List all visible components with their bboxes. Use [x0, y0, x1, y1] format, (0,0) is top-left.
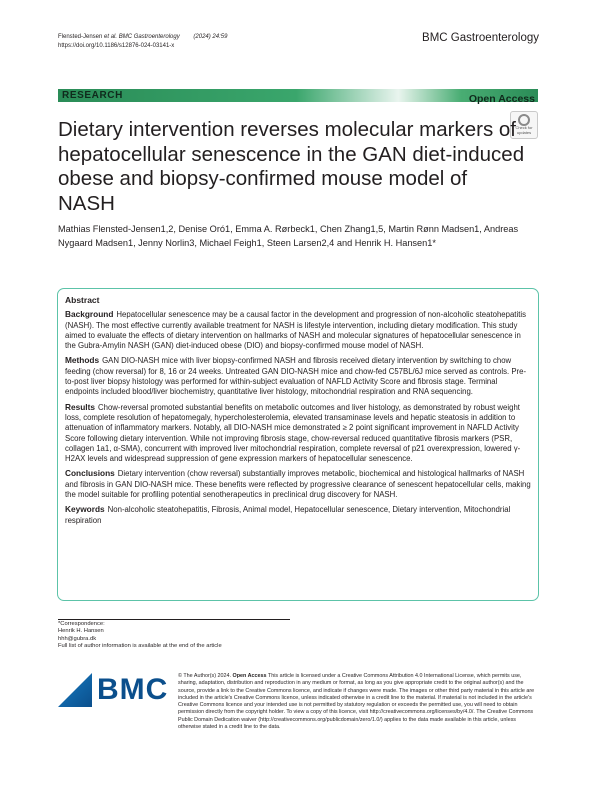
abstract-keywords — [65, 504, 531, 526]
open-access-notice: Open Access — [232, 673, 267, 679]
citation-authors: Flensted-Jensen — [58, 34, 103, 40]
bar-right — [398, 89, 538, 105]
article-title: Dietary intervention reverses molecular markers of hepatocellular senescence in the GAN diet-induced obese and biopsy-confirmed mouse model of NASH — [58, 118, 525, 215]
abstract-heading: Abstract — [65, 295, 100, 305]
author-info-note: Full list of author information is available at the end of the article — [58, 642, 222, 649]
doi-link[interactable]: https://doi.org/10.1186/s12876-024-03141-x — [58, 42, 175, 49]
citation-journal: et al. BMC Gastroenterology — [104, 34, 180, 40]
open-access-label: Open Access — [468, 93, 535, 105]
citation-block — [58, 33, 227, 50]
abstract-background — [65, 309, 531, 351]
section-label: Background — [65, 309, 114, 320]
section-text: Non-alcoholic steatohepatitis, Fibrosis, Animal model, Hepatocellular senescence, Dietary intervention, Mitochondrial respiration — [65, 505, 511, 525]
section-text: Chow-reversal promoted substantial benefits on metabolic outcomes and liver histology, as demonstrated by robust weight loss, complete resolution of hepatomegaly, hypercholesterolemia, elevated transaminase levels and hepatic steatosis in addition to attenuation of inflammatory markers. Notably, all DIO-NASH mice demonstrated ≥ 2 point significant improvement in NAFLD Activity Score following dietary intervention. While not improving fibrosis stage, chow-reversal reduced quantitative fibrosis markers (PSR, collagen 1a1, α-SMA), concurrent with improved liver mitochondrial respiration, complete reversal of p21 overexpression, lowered γ-H2AX levels and widespread suppression of gene expression markers of hepatocellular senescence. — [65, 402, 521, 464]
article-type-bar — [58, 89, 538, 105]
citation-line — [58, 33, 227, 42]
correspondence-block — [58, 621, 222, 650]
section-label: RESEARCH — [62, 90, 123, 101]
badge-line1: Check for — [515, 125, 533, 130]
footnote-divider — [58, 619, 290, 620]
abstract-conclusions — [65, 468, 531, 500]
correspondence-label: *Correspondence: — [58, 621, 105, 627]
abstract-box — [57, 288, 539, 601]
correspondence-name: Henrik H. Hansen — [58, 628, 104, 635]
section-text: Dietary intervention (chow reversal) substantially improves metabolic, biochemical and histological hallmarks of NASH and fibrosis in GAN DIO-NASH mice. These benefits were reflected by progressive clearance of senescent hepatocellular cells, making the model suitable for profiling potential senotherapeutics in preclinical drug discovery for NASH. — [65, 469, 531, 500]
bmc-logo-icon — [58, 673, 92, 707]
section-text: Hepatocellular senescence may be a causal factor in the development and progression of non-alcoholic steatohepatitis (NASH). The most effective currently available treatment for NASH is lifestyle intervention, including dietary modification. This study aimed to evaluate the effects of dietary intervention on hallmarks of NASH and molecular signatures of hepatocellular senescence in the Gubra-Amylin NASH (GAN) diet-induced obese (DIO) and biopsy-confirmed mouse model of NASH. — [65, 310, 526, 351]
section-label: Conclusions — [65, 468, 115, 479]
bmc-logo — [58, 673, 168, 707]
citation-year: (2024) 24:59 — [193, 34, 228, 40]
abstract-methods — [65, 355, 531, 397]
abstract-results — [65, 402, 531, 465]
author-list: Mathias Flensted-Jensen1,2, Denise Oró1, Emma A. Rørbeck1, Chen Zhang1,5, Martin Rønn Madsen1, Andreas Nygaard Madsen1, Jenny Norlin3, Michael Feigh1, Steen Larsen2,4 and Henrik H. Hansen1* — [58, 224, 519, 248]
bar-left — [58, 89, 398, 102]
journal-name: BMC Gastroenterology — [422, 32, 539, 44]
license-body: This article is licensed under a Creative Commons Attribution 4.0 International License, which permits use, sharing, adaptation, distribution and reproduction in any medium or format, as long as you give appropriate credit to the original author(s) and the source, provide a link to the Creative Commons licence, and indicate if changes were made. The images or other third party material in this article are included in the article's Creative Commons licence, unless indicated otherwise in a credit line to the material. If material is not included in the article's Creative Commons licence and your intended use is not permitted by statutory regulation or exceeds the permitted use, you will need to obtain permission directly from the copyright holder. To view a copy of this licence, visit http://creativecommons.org/licenses/by/4.0/. The Creative Commons Public Domain Dedication waiver (http://creativecommons.org/publicdomain/zero/1.0/) applies to the data made available in this article, unless otherwise stated in a credit line to the data. — [178, 673, 535, 731]
section-label: Keywords — [65, 504, 105, 515]
section-label: Results — [65, 401, 95, 412]
bmc-logo-text: BMC — [97, 673, 169, 706]
section-text: GAN DIO-NASH mice with liver biopsy-confirmed NASH and fibrosis received dietary intervention by switching to chow feeding (chow reversal) for 8, 16 or 24 weeks. Untreated GAN DIO-NASH mice and chow-fed C57BL/6J mice served as controls. Pre-to-post liver biopsy histology was performed for within-subject evaluation of NAFLD Activity Score and fibrosis stage. Terminal endpoints included blood/liver biochemistry, quantitative liver histology, mitochondrial respiration and RNA sequencing. — [65, 356, 527, 397]
license-text — [178, 673, 538, 731]
copyright: © The Author(s) 2024. — [178, 673, 232, 679]
section-label: Methods — [65, 355, 100, 366]
correspondence-email[interactable]: hhh@gubra.dk — [58, 635, 97, 642]
badge-line2: updates — [516, 129, 532, 135]
